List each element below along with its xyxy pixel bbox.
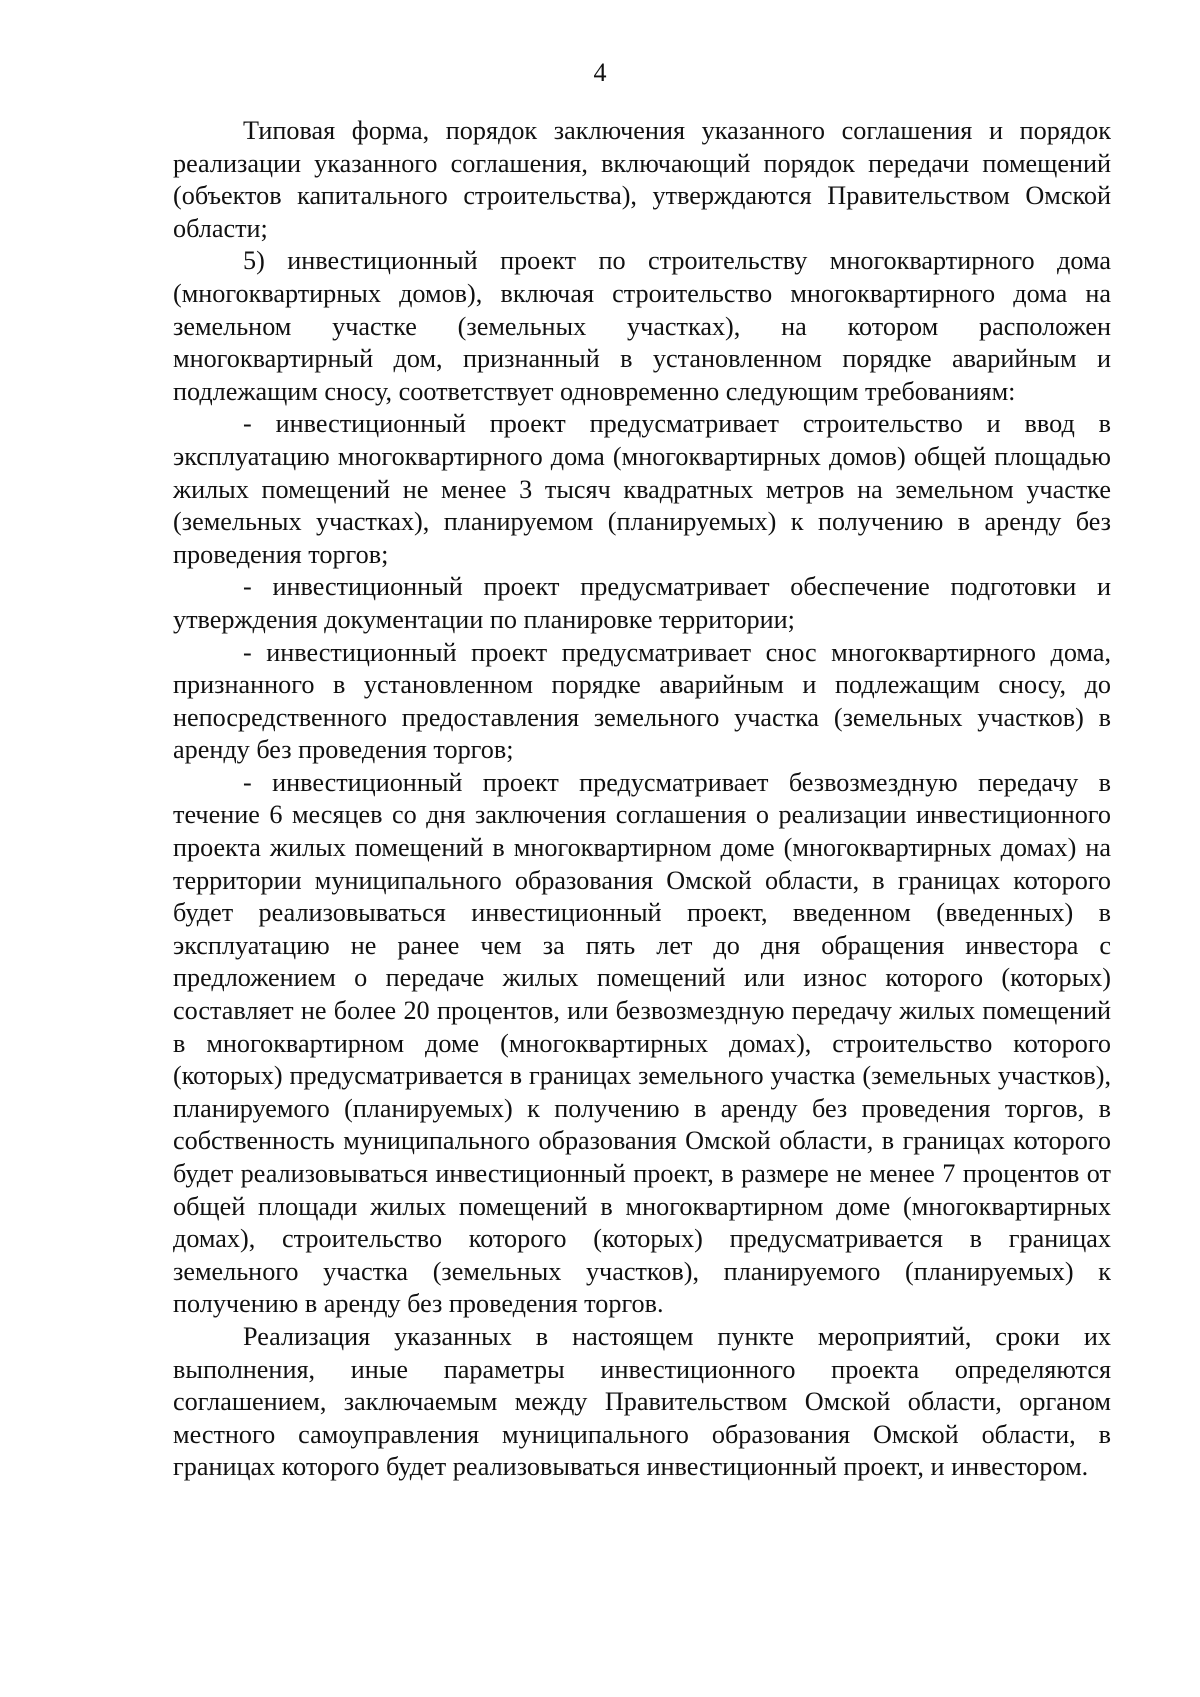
paragraph-implementation: Реализация указанных в настоящем пункте мероприятий, сроки их выполнения, иные параметры инвестиционного проекта определяются соглашением, заключаемым между Правительством Омской области, органом местного самоуправления муниципального образования Омской области, в границах которого будет реализовываться инвестиционный проект, и инвестором. (173, 1321, 1111, 1482)
paragraph-standard-form: Типовая форма, порядок заключения указанного соглашения и порядок реализации указанного соглашения, включающий порядок передачи помещений (объектов капитального строительства), утверждаются Правительством Омской области; (173, 116, 1111, 243)
paragraph-requirement-planning: - инвестиционный проект предусматривает обеспечение подготовки и утверждения документации по планировке территории; (173, 572, 1111, 634)
paragraph-item-5: 5) инвестиционный проект по строительству многоквартирного дома (многоквартирных домов), включая строительство многоквартирного дома на земельном участке (земельных участках), на котором расположен многоквартирный дом, признанный в установленном порядке аварийным и подлежащим сносу, соответствует одновременно следующим требованиям: (173, 246, 1111, 406)
paragraph-requirement-transfer: - инвестиционный проект предусматривает безвозмездную передачу в течение 6 месяцев со дня заключения соглашения о реализации инвестиционного проекта жилых помещений в многоквартирном доме (многоквартирных домах) на территории муниципального образования Омской области, в границах которого будет реализовываться инвестиционный проект, введенном (введенных) в эксплуатацию не ранее чем за пять лет до дня обращения инвестора с предложением о передаче жилых помещений или износ которого (которых) составляет не более 20 процентов, или безвозмездную передачу жилых помещений в многоквартирном доме (многоквартирных домах), строительство которого (которых) предусматривается в границах земельного участка (земельных участков), планируемого (планируемых) к получению в аренду без проведения торгов, в собственность муниципального образования Омской области, в границах которого будет реализовываться инвестиционный проект, в размере не менее 7 процентов от общей площади жилых помещений в многоквартирном доме (многоквартирных домах), строительство которого (которых) предусматривается в границах земельного участка (земельных участков), планируемого (планируемых) к получению в аренду без проведения торгов. (173, 767, 1111, 1319)
paragraph-requirement-demolition: - инвестиционный проект предусматривает снос многоквартирного дома, признанного в установленном порядке аварийным и подлежащим сносу, до непосредственного предоставления земельного участка (земельных участков) в аренду без проведения торгов; (173, 637, 1111, 765)
document-body (173, 115, 1111, 1484)
page-number: 4 (593, 58, 607, 87)
paragraph-requirement-construction: - инвестиционный проект предусматривает строительство и ввод в эксплуатацию многоквартирного дома (многоквартирных домов) общей площадью жилых помещений не менее 3 тысяч квадратных метров на земельном участке (земельных участках), планируемом (планируемых) к получению в аренду без проведения торгов; (173, 409, 1111, 569)
